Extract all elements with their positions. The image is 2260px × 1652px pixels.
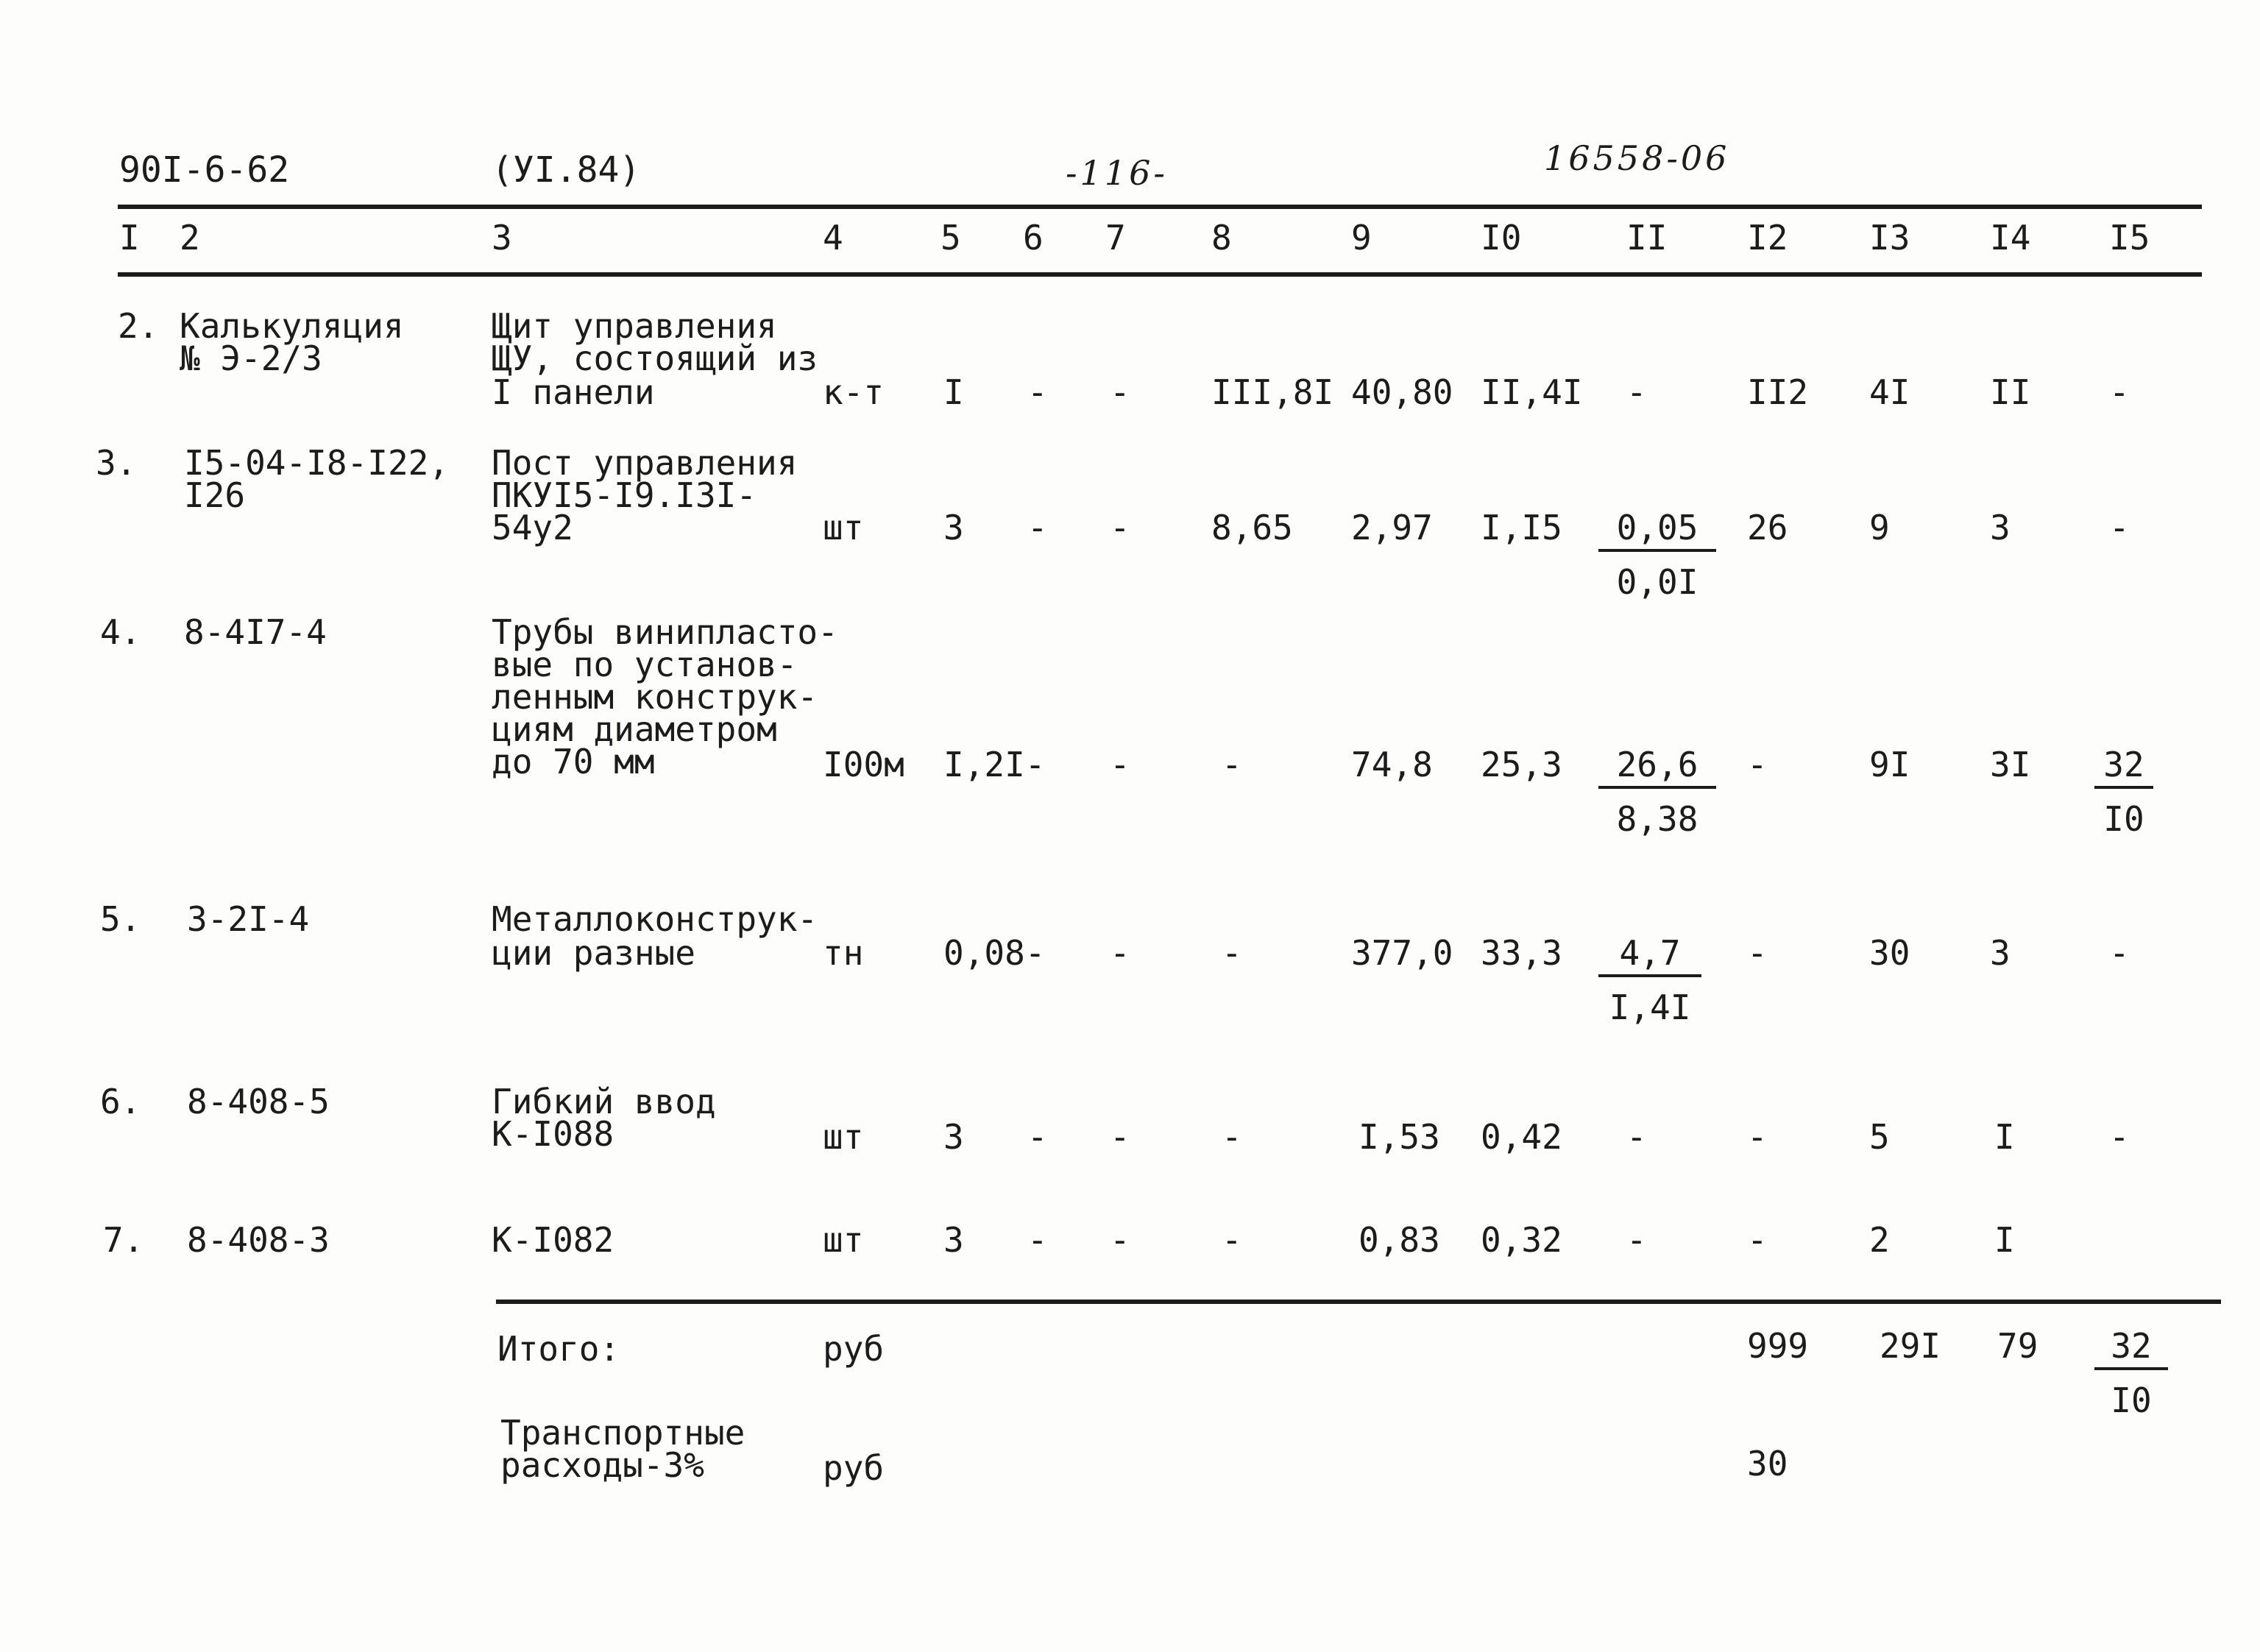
cell-c12: - <box>1747 745 1768 784</box>
cell-c7: - <box>1110 508 1130 547</box>
col-header-6: 6 <box>1023 218 1044 258</box>
cell-c8: - <box>1222 933 1242 973</box>
totals-rule <box>496 1300 2221 1304</box>
row-name: К-I088 <box>492 1114 614 1154</box>
cell-c12: - <box>1747 933 1768 973</box>
cell-c7: - <box>1110 1220 1130 1260</box>
cell-c10: II,4I <box>1481 372 1583 412</box>
cell-c5: I,2I- <box>943 745 1046 784</box>
cell-c9: 2,97 <box>1351 508 1433 547</box>
cell-c12: - <box>1747 1220 1768 1260</box>
cell-c6: - <box>1027 372 1048 412</box>
fraction-denominator: I0 <box>2103 799 2144 839</box>
cell-c14: 3I <box>1990 745 2031 784</box>
cell-c6: - <box>1027 508 1048 547</box>
row-name: Пост управления <box>492 443 798 483</box>
cell-c15-fraction <box>2094 745 2153 839</box>
cell-c8: - <box>1222 745 1242 784</box>
row-reference: 8-408-3 <box>187 1220 330 1260</box>
cell-c11-fraction <box>1598 508 1716 602</box>
cell-c10: I,I5 <box>1481 508 1562 547</box>
fraction-numerator: 32 <box>2094 748 2153 789</box>
cell-c8: 8,65 <box>1211 508 1293 547</box>
cell-c14: 3 <box>1990 508 2011 547</box>
row-name: ции разные <box>492 933 695 973</box>
row-name: циям диаметром <box>492 709 777 749</box>
row-reference: 8-4I7-4 <box>184 612 327 652</box>
row-name: до 70 мм <box>492 742 655 781</box>
cell-c9: 0,83 <box>1359 1220 1440 1260</box>
page-number: -116- <box>1066 153 1168 193</box>
cell-c9: 40,80 <box>1351 372 1453 412</box>
header-rule-top <box>118 205 2202 209</box>
edition-code: (УI.84) <box>492 149 641 191</box>
transport-c12: 30 <box>1747 1444 1788 1483</box>
row-name: Металлоконструк- <box>492 899 818 939</box>
col-header-7: 7 <box>1105 218 1126 258</box>
row-reference: № Э-2/3 <box>180 338 322 378</box>
cell-c5: 3 <box>943 508 964 547</box>
totals-c13: 29I <box>1880 1326 1941 1366</box>
fraction-denominator: 0,0I <box>1616 562 1698 602</box>
cell-c9: 74,8 <box>1351 745 1433 784</box>
cell-c5: 0,08- <box>943 933 1046 973</box>
cell-c14: 3 <box>1990 933 2011 973</box>
col-header-15: I5 <box>2109 218 2150 258</box>
cell-unit: шт <box>823 1220 864 1260</box>
fraction-denominator: 8,38 <box>1616 799 1698 839</box>
col-header-12: I2 <box>1747 218 1788 258</box>
col-header-8: 8 <box>1211 218 1232 258</box>
row-number: 5. <box>100 899 141 939</box>
row-number: 6. <box>100 1082 141 1121</box>
totals-label: Итого: <box>497 1329 620 1369</box>
transport-unit: руб <box>823 1448 885 1488</box>
cell-c12: - <box>1747 1117 1768 1157</box>
cell-c13: 30 <box>1869 933 1910 973</box>
cell-c7: - <box>1110 372 1130 412</box>
cell-c10: 25,3 <box>1481 745 1562 784</box>
row-name: Трубы винипласто- <box>492 612 838 652</box>
col-header-2: 2 <box>180 218 200 258</box>
totals-c15-fraction <box>2094 1326 2168 1420</box>
cell-unit: шт <box>823 508 864 547</box>
fraction-numerator: 26,6 <box>1598 748 1716 789</box>
fraction-numerator: 0,05 <box>1598 511 1716 552</box>
row-name: 54у2 <box>492 508 573 547</box>
cell-c11: - <box>1626 372 1647 412</box>
cell-c11-fraction <box>1598 745 1716 839</box>
cell-c13: 9I <box>1869 745 1910 784</box>
cell-c13: 9 <box>1869 508 1890 547</box>
cell-c8: III,8I <box>1211 372 1334 412</box>
cell-c13: 2 <box>1869 1220 1890 1260</box>
cell-unit: I00м <box>823 745 904 784</box>
col-header-10: I0 <box>1481 218 1522 258</box>
fraction-numerator: 4,7 <box>1598 936 1701 977</box>
row-name: ленным конструк- <box>492 677 818 717</box>
cell-c5: 3 <box>943 1220 964 1260</box>
col-header-9: 9 <box>1351 218 1372 258</box>
row-name: ЩУ, состоящий из <box>492 338 818 378</box>
totals-unit: руб <box>823 1329 885 1369</box>
row-name: Щит управления <box>492 306 777 346</box>
cell-unit: к-т <box>823 372 885 412</box>
totals-c14: 79 <box>1997 1326 2038 1366</box>
cell-c9: I,53 <box>1359 1117 1440 1157</box>
cell-c10: 0,32 <box>1481 1220 1562 1260</box>
row-reference: 8-408-5 <box>187 1082 330 1121</box>
cell-c14: I <box>1994 1117 2015 1157</box>
header-rule-bottom <box>118 272 2202 277</box>
cell-c6: - <box>1027 1117 1048 1157</box>
cell-c5: 3 <box>943 1117 964 1157</box>
cell-c13: 4I <box>1869 372 1910 412</box>
cell-c6: - <box>1027 1220 1048 1260</box>
cell-unit: шт <box>823 1117 864 1157</box>
row-number: 7. <box>103 1220 144 1260</box>
col-header-14: I4 <box>1990 218 2031 258</box>
row-number: 3. <box>96 443 137 483</box>
col-header-3: 3 <box>492 218 512 258</box>
cell-c7: - <box>1110 1117 1130 1157</box>
cell-c15: - <box>2109 508 2130 547</box>
cell-c11: - <box>1626 1220 1647 1260</box>
row-reference: Калькуляция <box>180 306 404 346</box>
cell-c12: 26 <box>1747 508 1788 547</box>
cell-c10: 0,42 <box>1481 1117 1562 1157</box>
cell-c15: - <box>2109 1117 2130 1157</box>
row-reference: I26 <box>184 475 246 515</box>
row-number: 2. <box>118 306 159 346</box>
col-header-13: I3 <box>1869 218 1910 258</box>
cell-c12: II2 <box>1747 372 1809 412</box>
row-number: 4. <box>100 612 141 652</box>
row-name: Гибкий ввод <box>492 1082 716 1121</box>
cell-c8: - <box>1222 1220 1242 1260</box>
row-name: вые по установ- <box>492 645 798 684</box>
transport-label: Транспортные <box>500 1413 745 1453</box>
cell-c13: 5 <box>1869 1117 1890 1157</box>
cell-c15: - <box>2109 372 2130 412</box>
row-reference: 3-2I-4 <box>187 899 310 939</box>
cell-c7: - <box>1110 933 1130 973</box>
archive-number: 16558-06 <box>1544 138 1730 178</box>
cell-c14: I <box>1994 1220 2015 1260</box>
fraction-denominator: I,4I <box>1609 988 1691 1027</box>
cell-c7: - <box>1110 745 1130 784</box>
transport-label: расходы-3% <box>500 1445 704 1485</box>
cell-c15: - <box>2109 933 2130 973</box>
cell-c14: II <box>1990 372 2031 412</box>
col-header-1: I <box>119 218 140 258</box>
cell-unit: тн <box>823 933 864 973</box>
cell-c9: 377,0 <box>1351 933 1453 973</box>
col-header-5: 5 <box>941 218 961 258</box>
col-header-11: II <box>1626 218 1668 258</box>
col-header-4: 4 <box>823 218 843 258</box>
row-reference: I5-04-I8-I22, <box>184 443 450 483</box>
cell-c5: I <box>943 372 964 412</box>
cell-c8: - <box>1222 1117 1242 1157</box>
cell-c11-fraction <box>1598 933 1701 1027</box>
row-name: К-I082 <box>492 1220 614 1260</box>
cell-c11: - <box>1626 1117 1647 1157</box>
cell-c10: 33,3 <box>1481 933 1562 973</box>
fraction-numerator: 32 <box>2094 1329 2168 1370</box>
totals-c12: 999 <box>1747 1326 1809 1366</box>
doc-code: 90I-6-62 <box>119 149 290 191</box>
fraction-denominator: I0 <box>2111 1380 2152 1420</box>
row-name: I панели <box>492 372 655 412</box>
row-name: ПКУI5-I9.I3I- <box>492 475 757 515</box>
